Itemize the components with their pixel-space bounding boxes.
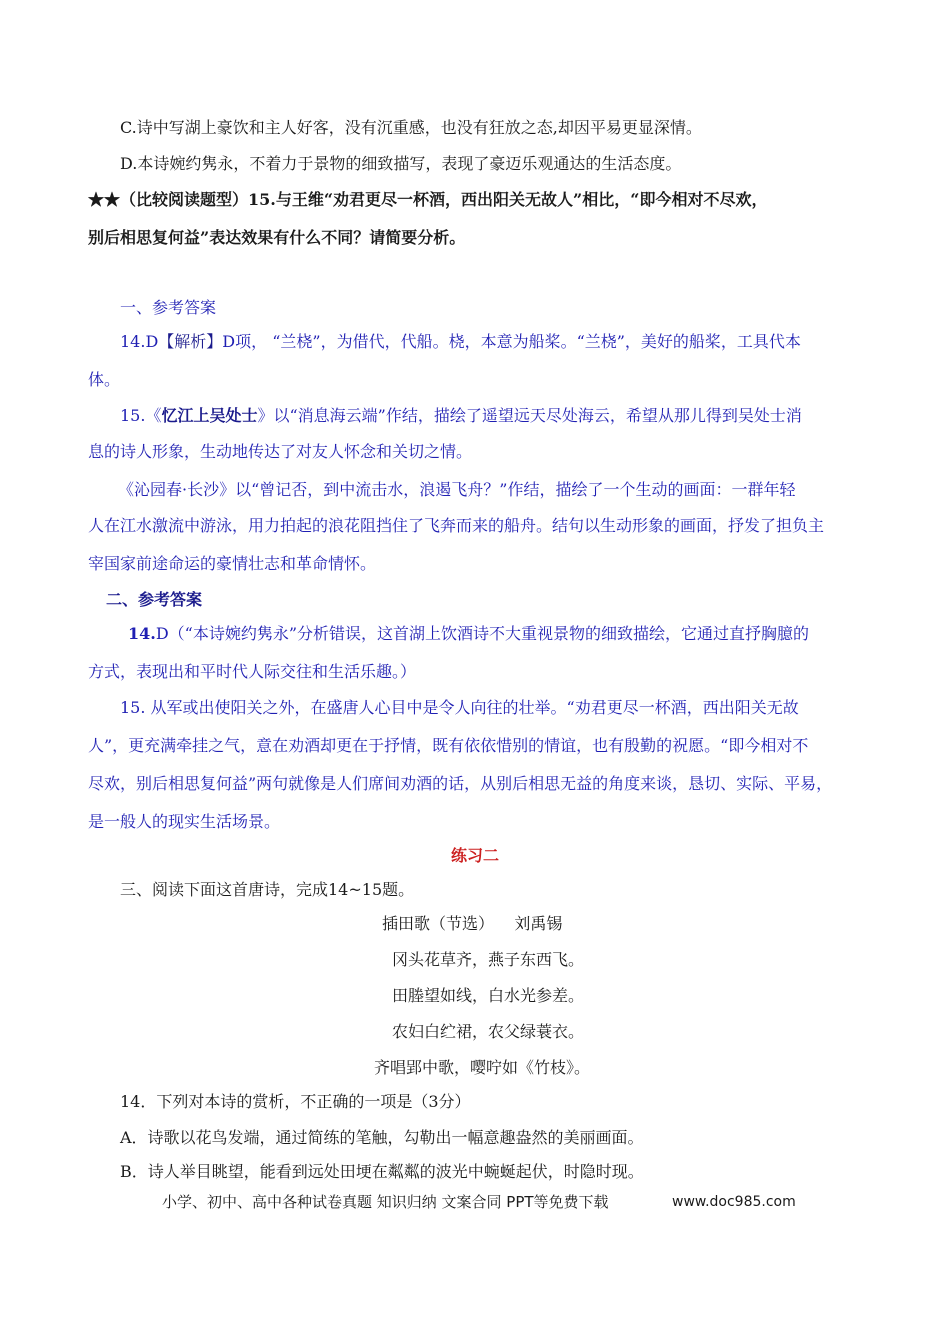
answer-1-q15-line-3: 《沁园春·长沙》以“曾记否，到中流击水，浪遏飞舟？”作结，描绘了一个生动的画面：一群年轻 — [118, 480, 796, 499]
option-d: D.本诗婉约隽永，不着力于景物的细致描写，表现了豪迈乐观通达的生活态度。 — [120, 154, 682, 173]
answer-1-heading: 一、参考答案 — [120, 298, 217, 317]
answer-1-q14-line-1 — [120, 330, 801, 354]
answer-1-q15-text: 》以“消息海云端”作结，描绘了遥望远天尽处海云，希望从那儿得到吴处士消 — [257, 406, 802, 425]
footer-url[interactable]: www.doc985.com — [672, 1194, 796, 1210]
question-15-line-2: 别后相思复何益”表达效果有什么不同？请简要分析。 — [88, 228, 466, 247]
answer-2-q15-line-1: 15. 从军或出使阳关之外，在盛唐人心目中是令人向往的壮举。“劝君更尽一杯酒，西出阳关无故 — [120, 698, 799, 717]
option-b: B．诗人举目眺望，能看到远处田埂在粼粼的波光中蜿蜒起伏，时隐时现。 — [120, 1162, 644, 1181]
poem-title: 插田歌（节选） 刘禹锡 — [382, 914, 563, 933]
question-15-line-1: ★★（比较阅读题型）15.与王维“劝君更尽一杯酒，西出阳关无故人”相比，“即今相对不尽欢， — [88, 190, 768, 209]
answer-2-q14-line-2: 方式，表现出和平时代人际交往和生活乐趣。） — [88, 662, 417, 681]
answer-2-q14-line-1 — [128, 622, 809, 646]
poem-title-link: 忆江上吴处士 — [161, 406, 258, 425]
answer-2-q14-number: 14. — [128, 624, 156, 643]
analysis-tag: 【解析】 — [158, 332, 223, 351]
answer-2-q14-text: D（“本诗婉约隽永”分析错误，这首湖上饮酒诗不大重视景物的细致描绘，它通过直抒胸臆的 — [155, 624, 810, 643]
answer-1-q14-number: 14.D — [120, 332, 159, 351]
question-14: 14．下列对本诗的赏析，不正确的一项是（3分） — [120, 1092, 471, 1111]
answer-1-q14-text: D项， “兰桡”，为借代，代船。桡，本意为船桨。“兰桡”，美好的船桨，工具代本 — [222, 332, 801, 351]
footer-text: 小学、初中、高中各种试卷真题 知识归纳 文案合同 PPT等免费下载 — [162, 1193, 609, 1211]
option-c: C.诗中写湖上豪饮和主人好客，没有沉重感，也没有狂放之态,却因平易更显深情。 — [120, 118, 702, 137]
poem-line-2: 田塍望如线，白水光参差。 — [392, 986, 585, 1005]
answer-1-q14-line-2: 体。 — [88, 370, 121, 389]
section-3-instruction: 三、阅读下面这首唐诗，完成14~15题。 — [120, 880, 415, 899]
poem-line-1: 冈头花草齐，燕子东西飞。 — [392, 950, 585, 969]
answer-2-q15-line-4: 是一般人的现实生活场景。 — [88, 812, 281, 831]
poem-line-4: 齐唱郢中歌，嘤咛如《竹枝》。 — [374, 1058, 591, 1077]
answer-2-heading: 二、参考答案 — [106, 590, 203, 609]
answer-1-q15-line-4: 人在江水激流中游泳，用力拍起的浪花阻挡住了飞奔而来的船舟。结句以生动形象的画面，抒发了担负主 — [88, 516, 825, 535]
answer-1-q15-line-5: 宰国家前途命运的豪情壮志和革命情怀。 — [88, 554, 377, 573]
answer-2-q15-line-2: 人”，更充满牵挂之气，意在劝酒却更在于抒情，既有依依惜别的情谊，也有殷勤的祝愿。“即今相对不 — [88, 736, 809, 755]
answer-1-q15-prefix: 15.《 — [120, 406, 162, 425]
answer-1-q15-line-1 — [120, 404, 802, 428]
answer-1-q15-line-2: 息的诗人形象，生动地传达了对友人怀念和关切之情。 — [88, 442, 473, 461]
answer-2-q15-line-3: 尽欢，别后相思复何益”两句就像是人们席间劝酒的话，从别后相思无益的角度来谈，恳切、实际、平易， — [88, 774, 833, 793]
poem-line-3: 农妇白纻裙，农父绿蓑衣。 — [392, 1022, 585, 1041]
exercise-2-title: 练习二 — [450, 846, 499, 865]
option-a: A．诗歌以花鸟发端，通过简练的笔触，勾勒出一幅意趣盎然的美丽画面。 — [120, 1128, 644, 1147]
